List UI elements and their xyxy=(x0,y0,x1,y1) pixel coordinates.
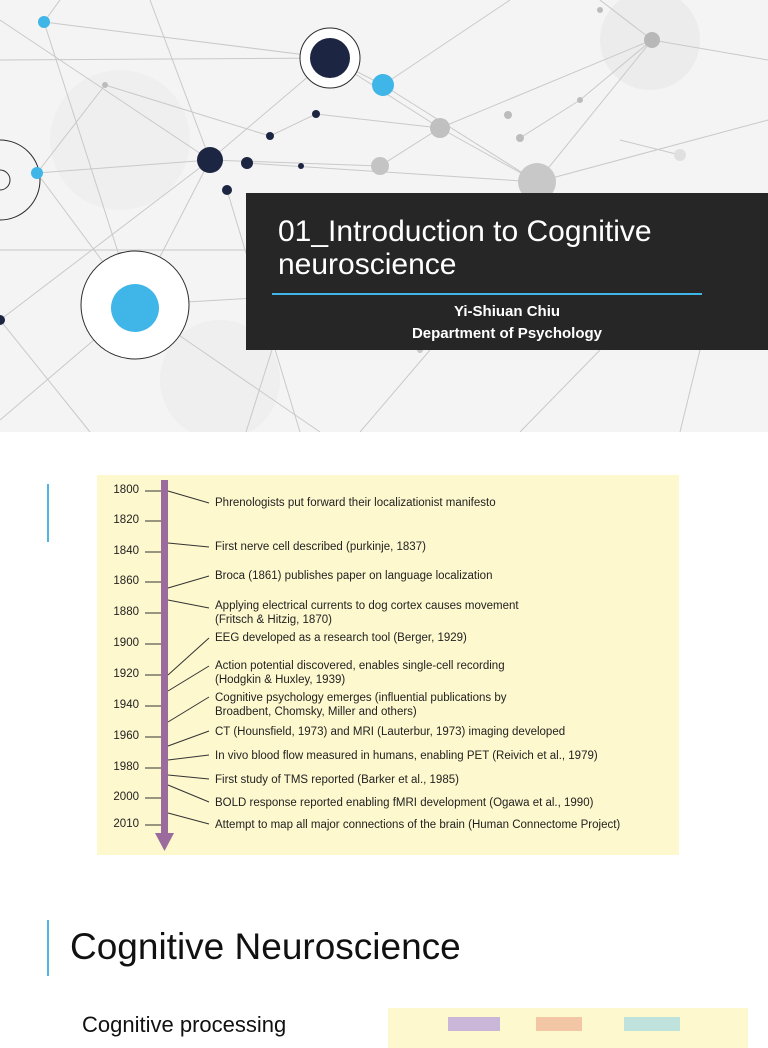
author-name: Yi-Shiuan Chiu xyxy=(453,303,561,320)
timeline-slide xyxy=(0,432,768,868)
department-name: Department of Psychology xyxy=(411,325,603,342)
event-text: Cognitive psychology emerges (influential publications by xyxy=(215,692,507,704)
timeline-year: 1820 xyxy=(113,514,139,526)
figure-box xyxy=(536,1017,582,1031)
timeline-year: 2000 xyxy=(113,791,139,803)
event-text: Phrenologists put forward their localizationist manifesto xyxy=(215,497,496,509)
event-text: Applying electrical currents to dog cortex causes movement xyxy=(215,600,519,612)
event-text: BOLD response reported enabling fMRI development (Ogawa et al., 1990) xyxy=(215,797,594,809)
event-text: Attempt to map all major connections of the brain (Human Connectome Project) xyxy=(215,819,621,831)
slide-accent-bar xyxy=(47,920,49,976)
timeline-event xyxy=(215,496,496,510)
figure-box xyxy=(624,1017,680,1031)
slide-accent-bar xyxy=(47,484,49,542)
timeline-event xyxy=(215,725,565,739)
event-text: First nerve cell described (purkinje, 1837) xyxy=(215,541,426,553)
timeline-year: 1900 xyxy=(113,637,139,649)
timeline-year: 1980 xyxy=(113,761,139,773)
title-divider xyxy=(272,293,702,295)
timeline-year: 1840 xyxy=(113,545,139,557)
timeline-event xyxy=(215,569,492,583)
cognitive-neuroscience-slide xyxy=(0,868,768,1037)
timeline-event xyxy=(215,659,505,687)
timeline-event xyxy=(215,540,426,554)
title-box xyxy=(246,193,768,350)
figure-box xyxy=(448,1017,500,1031)
timeline-event xyxy=(215,749,598,763)
timeline-year: 2010 xyxy=(113,818,139,830)
event-text: Broca (1861) publishes paper on language localization xyxy=(215,570,493,582)
event-text: (Hodgkin & Huxley, 1939) xyxy=(215,674,346,686)
timeline-year: 1960 xyxy=(113,730,139,742)
timeline-event xyxy=(215,691,507,719)
slide-title: 01_Introduction to Cognitive neuroscience xyxy=(278,215,652,281)
title-slide xyxy=(0,0,768,432)
slide-title: Cognitive Neuroscience xyxy=(70,926,461,967)
timeline-year: 1920 xyxy=(113,668,139,680)
figure-thumbnail xyxy=(388,1008,748,1048)
event-text: EEG developed as a research tool (Berger, 1929) xyxy=(215,632,467,644)
timeline-event xyxy=(215,818,620,832)
timeline-year: 1880 xyxy=(113,606,139,618)
event-text: In vivo blood flow measured in humans, enabling PET (Reivich et al., 1979) xyxy=(215,750,598,762)
timeline-event xyxy=(215,631,467,645)
event-text: CT (Hounsfield, 1973) and MRI (Lauterbur, 1973) imaging developed xyxy=(215,726,566,738)
timeline-figure xyxy=(97,475,679,855)
timeline-year: 1860 xyxy=(113,575,139,587)
timeline-year: 1800 xyxy=(113,484,139,496)
event-text: Broadbent, Chomsky, Miller and others) xyxy=(215,706,417,718)
timeline-year: 1940 xyxy=(113,699,139,711)
event-text: First study of TMS reported (Barker et al., 1985) xyxy=(215,774,459,786)
event-text: Action potential discovered, enables single-cell recording xyxy=(215,660,505,672)
timeline-event xyxy=(215,796,593,810)
timeline-event xyxy=(215,599,519,627)
timeline-event xyxy=(215,773,459,787)
bullet-text: Cognitive processing xyxy=(82,1012,287,1037)
event-text: (Fritsch & Hitzig, 1870) xyxy=(215,614,332,626)
